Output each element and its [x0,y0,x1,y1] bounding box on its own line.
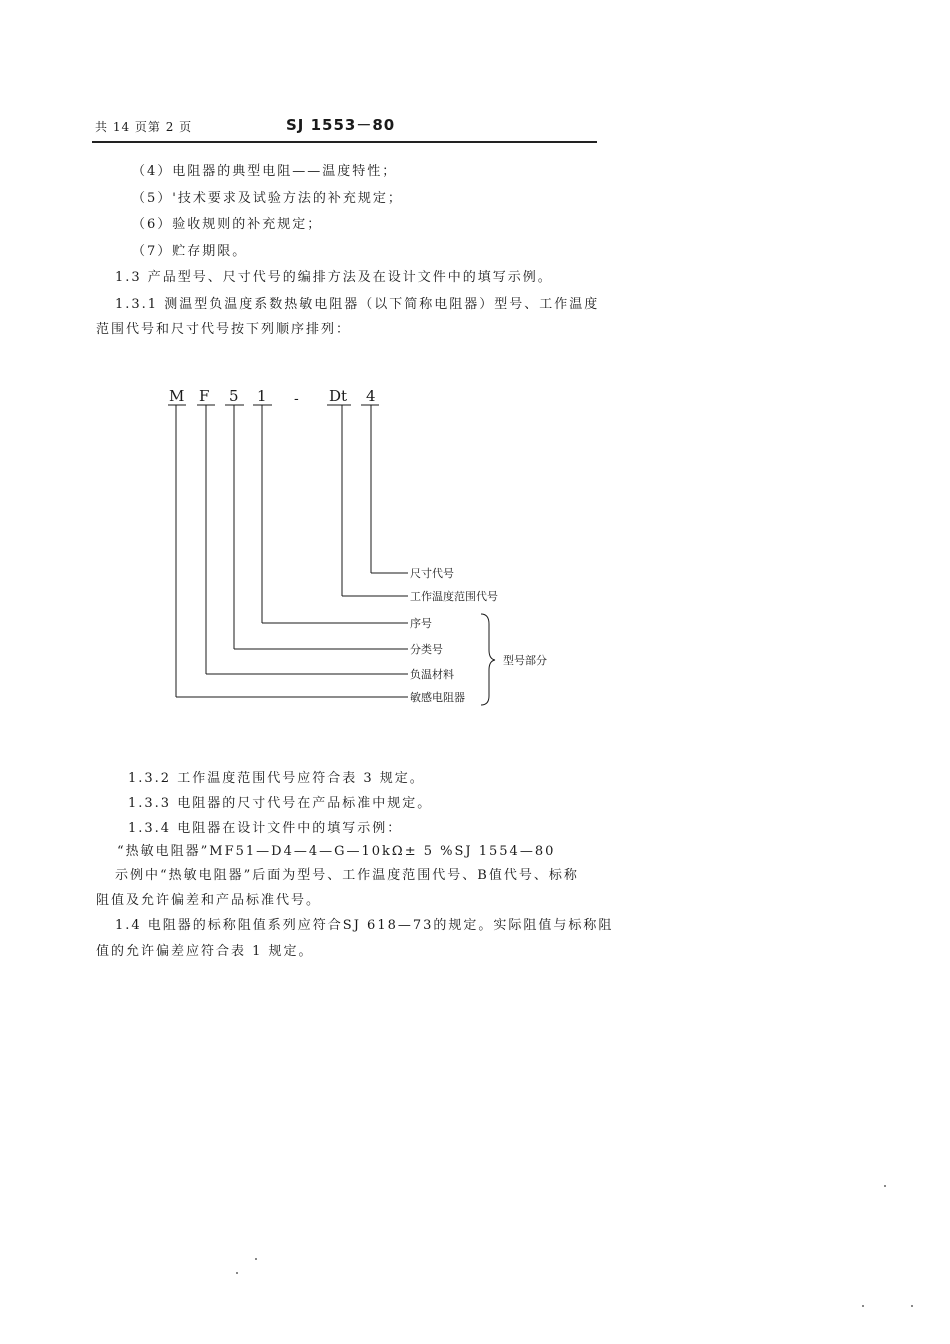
section-1-3: 1.3 产品型号、尺寸代号的编排方法及在设计文件中的填写示例。 [115,270,553,285]
section-1-3-1: 1.3.1 测温型负温度系数热敏电阻器（以下简称电阻器）型号、工作温度 [115,297,600,312]
code-char-5: 5 [229,387,239,405]
scan-speck [255,1258,257,1260]
scan-speck [236,1272,238,1274]
example-designation: “热敏电阻器”MF51—D4—4—G—10kΩ± 5 %SJ 1554—80 [117,844,556,859]
label-model-part: 型号部分 [503,654,547,667]
code-char-4: 4 [366,387,376,405]
label-temp-range-code: 工作温度范围代号 [410,590,498,603]
label-ntc-material: 负温材料 [410,668,454,681]
section-1-3-2: 1.3.2 工作温度范围代号应符合表 3 规定。 [128,771,425,786]
label-sensitive-resistor: 敏感电阻器 [410,691,465,704]
list-item-6: （6）验收规则的补充规定； [132,217,323,232]
code-char-1: 1 [257,387,267,405]
list-item-5: （5）'技术要求及试验方法的补充规定； [132,191,403,206]
list-item-4: （4）电阻器的典型电阻——温度特性； [132,164,398,179]
section-1-4-cont: 值的允许偏差应符合表 1 规定。 [96,944,314,959]
section-1-3-1-cont: 范围代号和尺寸代号按下列顺序排列： [96,322,352,337]
page-count: 共 14 页第 2 页 [95,120,193,134]
scan-speck [911,1305,913,1307]
label-size-code: 尺寸代号 [410,567,454,580]
code-char-dash: - [294,391,299,407]
standard-number: SJ 1553－80 [286,116,396,134]
scan-speck [884,1185,886,1187]
code-char-m: M [169,387,185,405]
example-explanation: 示例中“热敏电阻器”后面为型号、工作温度范围代号、B值代号、标称 [115,868,579,883]
section-1-3-4: 1.3.4 电阻器在设计文件中的填写示例： [128,821,403,836]
code-char-dt: Dt [329,387,348,405]
list-item-7: （7）贮存期限。 [132,244,248,259]
label-serial-no: 序号 [410,617,432,630]
label-category-no: 分类号 [410,643,443,656]
scan-speck [862,1305,864,1307]
section-1-4: 1.4 电阻器的标称阻值系列应符合SJ 618—73的规定。实际阻值与标称阻 [115,918,614,933]
code-char-f: F [199,387,210,405]
section-1-3-3: 1.3.3 电阻器的尺寸代号在产品标准中规定。 [128,796,433,811]
example-explanation-cont: 阻值及允许偏差和产品标准代号。 [96,893,322,908]
